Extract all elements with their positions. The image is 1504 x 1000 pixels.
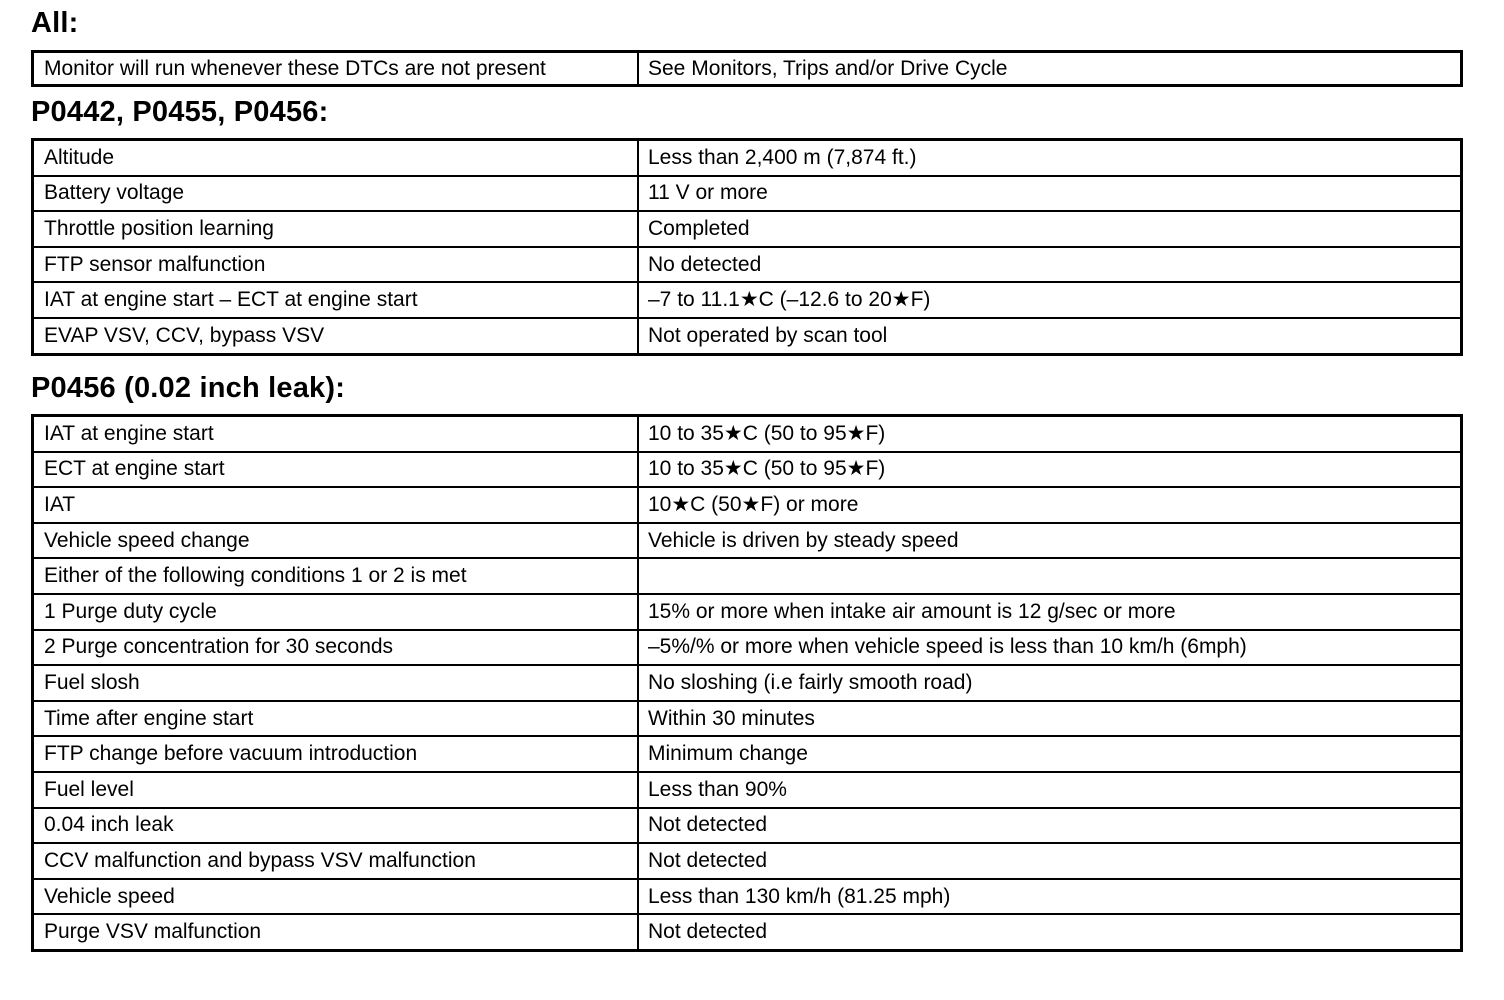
table-row	[33, 630, 1462, 666]
table-row	[33, 176, 1462, 212]
condition-value: Less than 130 km/h (81.25 mph)	[638, 879, 1462, 915]
table-row	[33, 665, 1462, 701]
condition-value: Not operated by scan tool	[638, 318, 1462, 354]
section-heading-all: All:	[31, 7, 79, 39]
table-row	[33, 879, 1462, 915]
condition-label: ECT at engine start	[33, 452, 639, 488]
condition-value: Not detected	[638, 843, 1462, 879]
condition-label: IAT	[33, 487, 639, 523]
condition-value: Not detected	[638, 808, 1462, 844]
table-row	[33, 247, 1462, 283]
condition-value: Less than 90%	[638, 772, 1462, 808]
condition-value	[638, 558, 1462, 594]
condition-label: FTP sensor malfunction	[33, 247, 639, 283]
table-row	[33, 416, 1462, 452]
condition-value: –7 to 11.1★C (–12.6 to 20★F)	[638, 282, 1462, 318]
table-row	[33, 52, 1462, 86]
table-row	[33, 736, 1462, 772]
condition-value: See Monitors, Trips and/or Drive Cycle	[638, 52, 1462, 86]
condition-value: No sloshing (i.e fairly smooth road)	[638, 665, 1462, 701]
table-row	[33, 558, 1462, 594]
table-row	[33, 452, 1462, 488]
condition-value: Within 30 minutes	[638, 701, 1462, 737]
table-row	[33, 701, 1462, 737]
condition-value: Vehicle is driven by steady speed	[638, 523, 1462, 559]
condition-label: FTP change before vacuum introduction	[33, 736, 639, 772]
table-row	[33, 140, 1462, 176]
conditions-table-p0442-p0455-p0456	[31, 138, 1463, 356]
table-row	[33, 523, 1462, 559]
table-row	[33, 914, 1462, 950]
table-row	[33, 772, 1462, 808]
table-row	[33, 318, 1462, 354]
condition-value: –5%/% or more when vehicle speed is less than 10 km/h (6mph)	[638, 630, 1462, 666]
condition-label: Altitude	[33, 140, 639, 176]
condition-value: 10 to 35★C (50 to 95★F)	[638, 416, 1462, 452]
table-row	[33, 487, 1462, 523]
condition-value: Completed	[638, 211, 1462, 247]
condition-label: CCV malfunction and bypass VSV malfunction	[33, 843, 639, 879]
condition-label: Battery voltage	[33, 176, 639, 212]
condition-value: 11 V or more	[638, 176, 1462, 212]
condition-value: 15% or more when intake air amount is 12 g/sec or more	[638, 594, 1462, 630]
condition-label: EVAP VSV, CCV, bypass VSV	[33, 318, 639, 354]
section-heading-p0456-small-leak: P0456 (0.02 inch leak):	[31, 372, 346, 404]
condition-label: Monitor will run whenever these DTCs are not present	[33, 52, 639, 86]
condition-label: Either of the following conditions 1 or 2 is met	[33, 558, 639, 594]
condition-label: 2 Purge concentration for 30 seconds	[33, 630, 639, 666]
table-row	[33, 282, 1462, 318]
conditions-table-p0456-small-leak	[31, 414, 1463, 952]
condition-label: IAT at engine start – ECT at engine start	[33, 282, 639, 318]
condition-label: IAT at engine start	[33, 416, 639, 452]
condition-value: 10 to 35★C (50 to 95★F)	[638, 452, 1462, 488]
table-row	[33, 211, 1462, 247]
table-row	[33, 843, 1462, 879]
condition-label: 1 Purge duty cycle	[33, 594, 639, 630]
condition-value: 10★C (50★F) or more	[638, 487, 1462, 523]
condition-value: Not detected	[638, 914, 1462, 950]
condition-label: Fuel slosh	[33, 665, 639, 701]
table-row	[33, 594, 1462, 630]
condition-label: Fuel level	[33, 772, 639, 808]
condition-label: Vehicle speed change	[33, 523, 639, 559]
section-heading-p0442-p0455-p0456: P0442, P0455, P0456:	[31, 96, 329, 128]
condition-value: Less than 2,400 m (7,874 ft.)	[638, 140, 1462, 176]
condition-value: No detected	[638, 247, 1462, 283]
condition-label: Purge VSV malfunction	[33, 914, 639, 950]
table-row	[33, 808, 1462, 844]
condition-label: 0.04 inch leak	[33, 808, 639, 844]
condition-value: Minimum change	[638, 736, 1462, 772]
condition-label: Vehicle speed	[33, 879, 639, 915]
condition-label: Throttle position learning	[33, 211, 639, 247]
condition-label: Time after engine start	[33, 701, 639, 737]
conditions-table-all	[31, 50, 1463, 87]
